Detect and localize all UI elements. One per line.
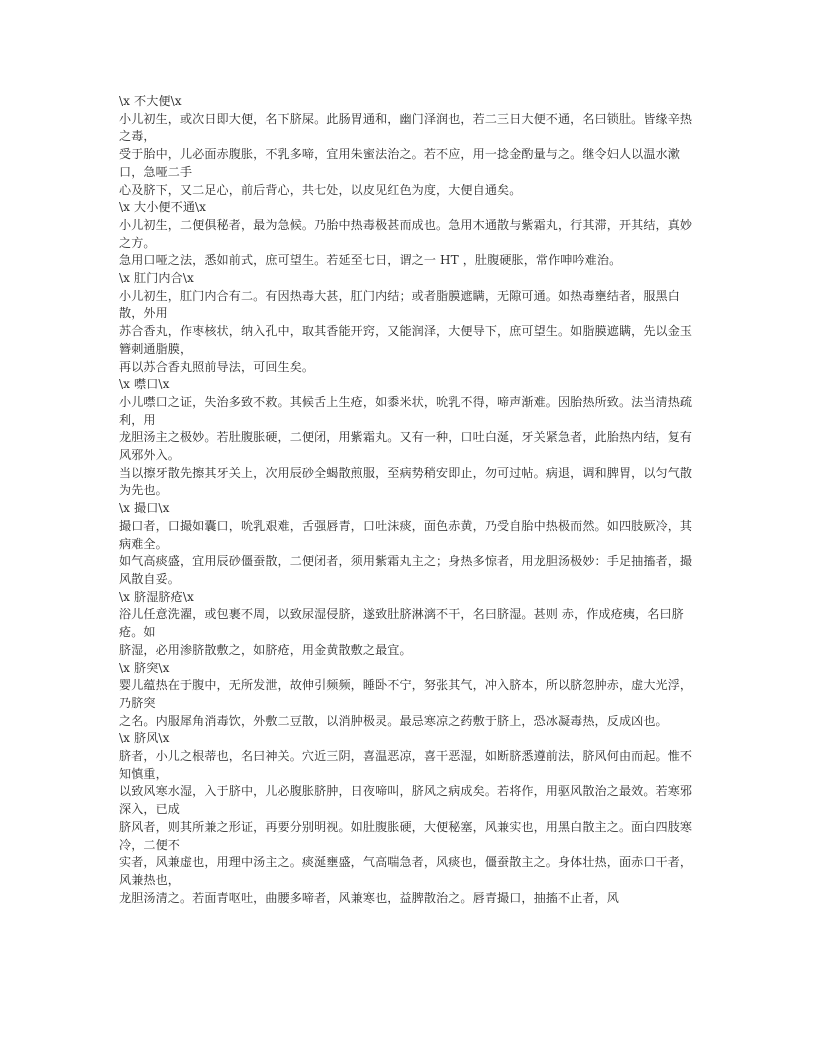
text-line: 当以擦牙散先擦其牙关上，次用辰砂全蝎散煎服，至病势稍安即止，勿可过帖。病退，调和脾胃，以匀气散为先也。 <box>119 465 693 498</box>
text-line: 婴儿蕴热在于腹中，无所发泄，故伸引频频，睡卧不宁，努张其气，冲入脐本，所以脐忽肿赤，虚大光浮，乃脐突 <box>119 678 693 710</box>
text-line: 小儿初生，或次日即大便，名下脐屎。此肠胃通和，幽门泽润也，若二三日大便不通，名曰锁肚。皆缘辛热之毒， <box>119 111 693 144</box>
text-line: 再以苏合香丸照前导法，可回生矣。 <box>119 359 315 374</box>
text-line: 撮口者，口撮如囊口，吮乳艰难，舌强唇青，口吐沫痰，面色赤黄，乃受自胎中热极而然。如四肢厥冷，其病难全。 <box>119 518 693 551</box>
section-marker-bu-da-bian: \x 不大便\x <box>119 94 182 108</box>
section-marker-qi-tu: \x 脐突\x <box>119 660 170 675</box>
text-line: 浴儿任意洗濯，或包裹不周，以致尿湿侵脐，遂致肚脐淋漓不干，名曰脐湿。甚则 赤，作成疮痍，名曰脐疮。如 <box>119 607 684 640</box>
document-text-body <box>119 93 703 907</box>
section-marker-jin-kou: \x 噤口\x <box>119 377 170 392</box>
section-marker-da-xiao-bian-bu-tong: \x 大小便不通\x <box>119 200 207 215</box>
text-line: 脐风者，则其所兼之形证，再要分别明视。如肚腹胀硬，大便秘塞，风兼实也，用黑白散主之。面白四肢寒冷，二便不 <box>119 819 693 852</box>
text-line: 小儿初生，肛门内合有二。有因热毒大甚，肛门内结；或者脂膜遮瞒，无隙可通。如热毒壅结者，服黑白散，外用 <box>119 288 680 321</box>
text-line: 实者，风兼虚也，用理中汤主之。痰涎壅盛，气高喘急者，风痰也，僵蚕散主之。身体壮热，面赤口干者，风兼热也， <box>119 855 693 887</box>
text-line: 脐湿，必用渗脐散敷之，如脐疮，用金黄散敷之最宜。 <box>119 642 412 657</box>
text-line: 苏合香丸，作枣核状，纳入孔中，取其香能开窍，又能润泽，大便导下，庶可望生。如脂膜遮瞒，先以金玉簪刺通脂膜， <box>119 324 693 356</box>
text-line: 以致风寒水湿，入于脐中，儿必腹胀脐肿，日夜啼叫，脐风之病成矣。若将作，用驱风散治之最效。若寒邪深入，已成 <box>119 784 693 817</box>
section-marker-qi-shi-qi-chuang: \x 脐湿脐疮\x <box>119 589 194 604</box>
text-line: 如气高痰盛，宜用辰砂僵蚕散，二便闭者，须用紫霜丸主之；身热多惊者，用龙胆汤极妙：手足抽搐者，撮风散自妥。 <box>119 554 693 586</box>
section-marker-qi-feng: \x 脐风\x <box>119 731 170 746</box>
text-line: 急用口哑之法，悉如前式，庶可望生。若延至七日，谓之一 HT ，肚腹硬胀，常作呻吟难治。 <box>119 253 622 268</box>
text-line: 受于胎中，儿必面赤腹胀，不乳多啼，宜用朱蜜法治之。若不应，用一捻金酌量与之。继令妇人以温水漱口，急哑二手 <box>119 147 680 179</box>
text-line: 心及脐下，又二足心，前后背心，共七处，以皮见红色为度，大便自通矣。 <box>119 182 522 197</box>
text-line: 小儿噤口之证，失治多致不救。其候舌上生疮，如黍米状，吮乳不得，啼声渐难。因胎热所致。法当清热疏利，用 <box>119 394 693 427</box>
text-line: 脐者，小儿之根蒂也，名曰神关。穴近三阴，喜温恶凉，喜干恶湿，如断脐悉遵前法，脐风何由而起。惟不知慎重， <box>119 749 693 781</box>
section-marker-gang-men-nei-he: \x 肛门内合\x <box>119 271 194 286</box>
text-line: 之名。内服犀角消毒饮，外敷二豆散，以消肿极灵。最忌寒凉之药敷于脐上，恐冰凝毒热，反成凶也。 <box>119 713 668 728</box>
text-line: 小儿初生，二便俱秘者，最为急候。乃胎中热毒极甚而成也。急用木通散与紫霜丸，行其滞，开其结，真妙之方。 <box>119 217 693 250</box>
text-line: 龙胆汤清之。若面青呕吐，曲腰多啼者，风兼寒也，益脾散治之。唇青撮口，抽搐不止者，风 <box>119 890 619 905</box>
section-marker-cuo-kou: \x 撮口\x <box>119 501 170 516</box>
text-line: 龙胆汤主之极妙。若肚腹胀硬，二便闭，用紫霜丸。又有一种，口吐白涎，牙关紧急者，此胎热内结，复有风邪外入。 <box>119 430 693 463</box>
